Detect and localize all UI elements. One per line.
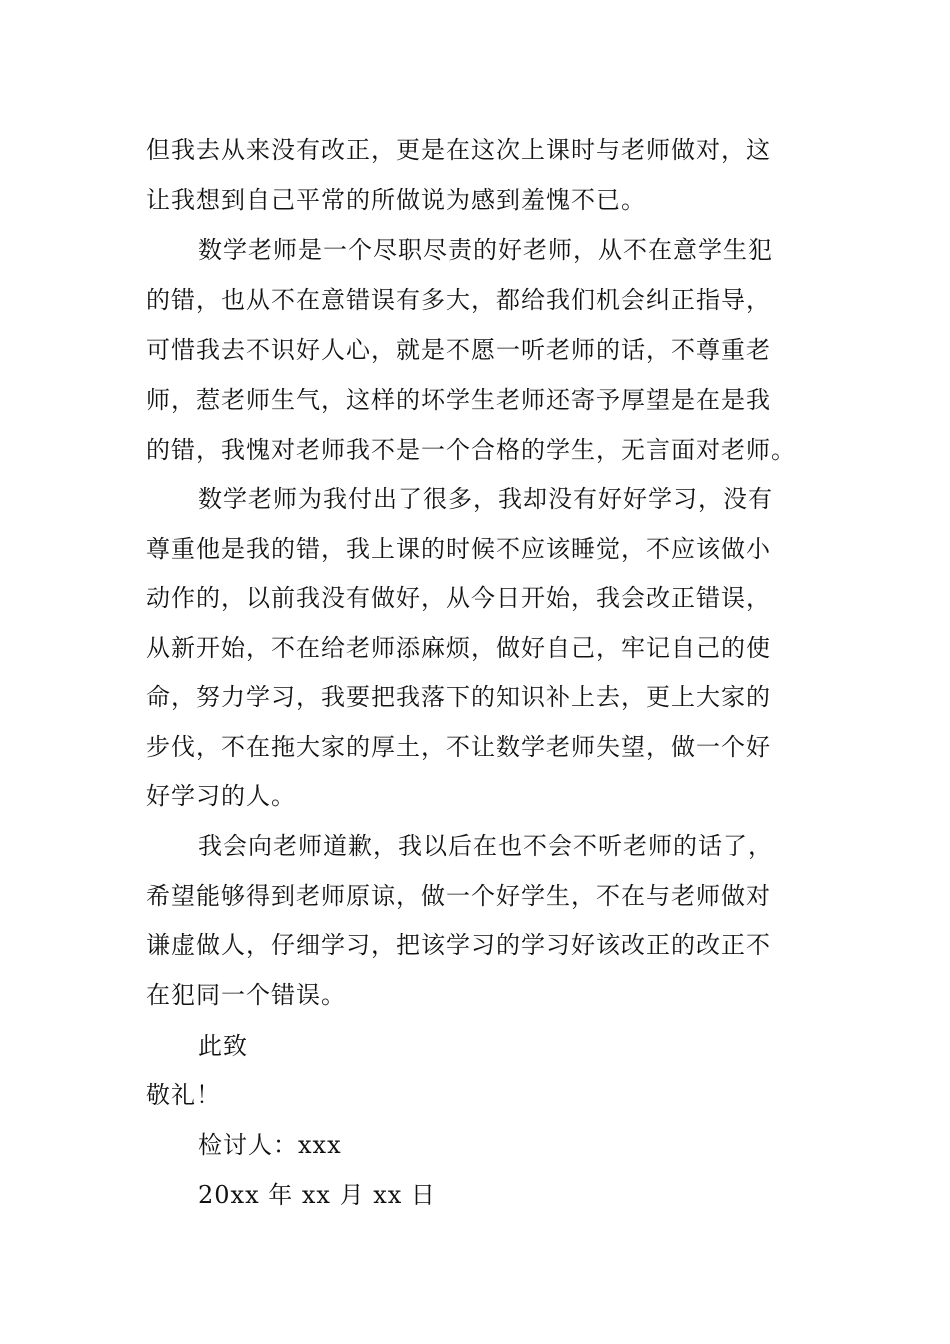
paragraph-3-line-3: 动作的，以前我没有做好，从今日开始，我会改正错误， — [146, 584, 771, 612]
paragraph-3-line-1: 数学老师为我付出了很多，我却没有好好学习，没有 — [198, 485, 773, 513]
closing-salutation: 此致 — [198, 1032, 248, 1060]
paragraph-4-line-4: 在犯同一个错误。 — [146, 981, 346, 1009]
paragraph-3-line-2: 尊重他是我的错，我上课的时候不应该睡觉，不应该做小 — [146, 535, 771, 563]
paragraph-3-line-6: 步伐，不在拖大家的厚土，不让数学老师失望，做一个好 — [146, 733, 771, 761]
paragraph-4-line-2: 希望能够得到老师原谅，做一个好学生，不在与老师做对 — [146, 882, 771, 910]
signer-name: 检讨人：xxx — [198, 1131, 342, 1159]
paragraph-2-line-4: 师，惹老师生气，这样的坏学生老师还寄予厚望是在是我 — [146, 386, 771, 414]
paragraph-2-line-1: 数学老师是一个尽职尽责的好老师，从不在意学生犯 — [198, 236, 773, 264]
paragraph-3-line-7: 好学习的人。 — [146, 782, 296, 810]
paragraph-3-line-5: 命，努力学习，我要把我落下的知识补上去，更上大家的 — [146, 683, 771, 711]
paragraph-2-line-3: 可惜我去不识好人心，就是不愿一听老师的话，不尊重老 — [146, 336, 771, 364]
paragraph-3-line-4: 从新开始，不在给老师添麻烦，做好自己，牢记自己的使 — [146, 634, 771, 662]
paragraph-4-line-3: 谦虚做人，仔细学习，把该学习的学习好该改正的改正不 — [146, 931, 771, 959]
paragraph-2-line-2: 的错，也从不在意错误有多大，都给我们机会纠正指导， — [146, 286, 771, 314]
closing-regards: 敬礼！ — [146, 1081, 221, 1109]
paragraph-1-line-2: 让我想到自己平常的所做说为感到羞愧不已。 — [146, 186, 646, 214]
paragraph-2-line-5: 的错，我愧对老师我不是一个合格的学生，无言面对老师。 — [146, 436, 796, 464]
signature-date: 20xx 年 xx 月 xx 日 — [198, 1181, 436, 1209]
paragraph-1-line-1: 但我去从来没有改正，更是在这次上课时与老师做对，这 — [146, 136, 771, 164]
paragraph-4-line-1: 我会向老师道歉，我以后在也不会不听老师的话了， — [198, 832, 773, 860]
